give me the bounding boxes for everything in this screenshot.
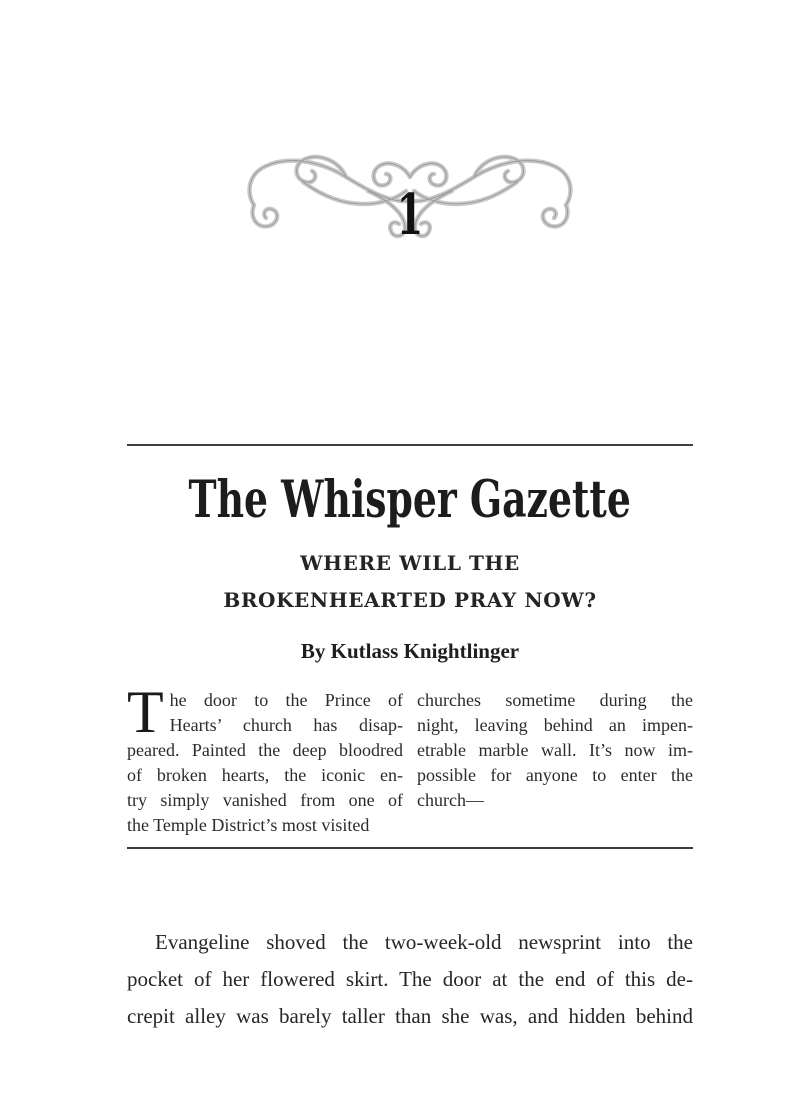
article-line: he door to the Prince of <box>169 690 403 710</box>
article-line: etrable marble wall. It’s now im- <box>417 740 693 760</box>
drop-cap: T <box>127 679 164 745</box>
article-line: of broken hearts, the iconic en- <box>127 765 403 785</box>
article-columns <box>127 679 693 838</box>
article-title-text: The Whisper Gazette <box>188 468 632 530</box>
story-line: crepit alley was barely taller than she was, and hidden behind <box>127 1004 693 1028</box>
headline-line-1: WHERE WILL THE <box>300 551 520 575</box>
story-line: pocket of her flowered skirt. The door at the end of this de- <box>127 967 693 991</box>
article-line: night, leaving behind an impen- <box>417 715 693 735</box>
article-headline <box>127 545 693 619</box>
article-line: church— <box>417 790 484 810</box>
chapter-number: 1 <box>396 182 424 248</box>
story-line: Evangeline shoved the two-week-old newsprint into the <box>155 930 693 954</box>
article-title <box>127 462 693 548</box>
headline-line-2: BROKENHEARTED PRAY NOW? <box>223 588 597 612</box>
horizontal-rule-bottom <box>127 847 693 849</box>
article-byline: By Kutlass Knightlinger <box>300 639 520 663</box>
newspaper-column-right <box>417 688 693 838</box>
horizontal-rule-top <box>127 444 693 446</box>
article-line: try simply vanished from one of <box>127 790 403 810</box>
story-paragraph <box>127 924 693 1035</box>
article-line: possible for anyone to enter the <box>417 765 693 785</box>
article-line: the Temple District’s most visited <box>127 815 370 835</box>
newspaper-column-left <box>127 679 403 838</box>
chapter-heading <box>240 147 580 248</box>
article-line: Hearts’ church has disap- <box>169 715 403 735</box>
article-line: peared. Painted the deep bloodred <box>127 740 403 760</box>
article-line: churches sometime during the <box>417 690 693 710</box>
